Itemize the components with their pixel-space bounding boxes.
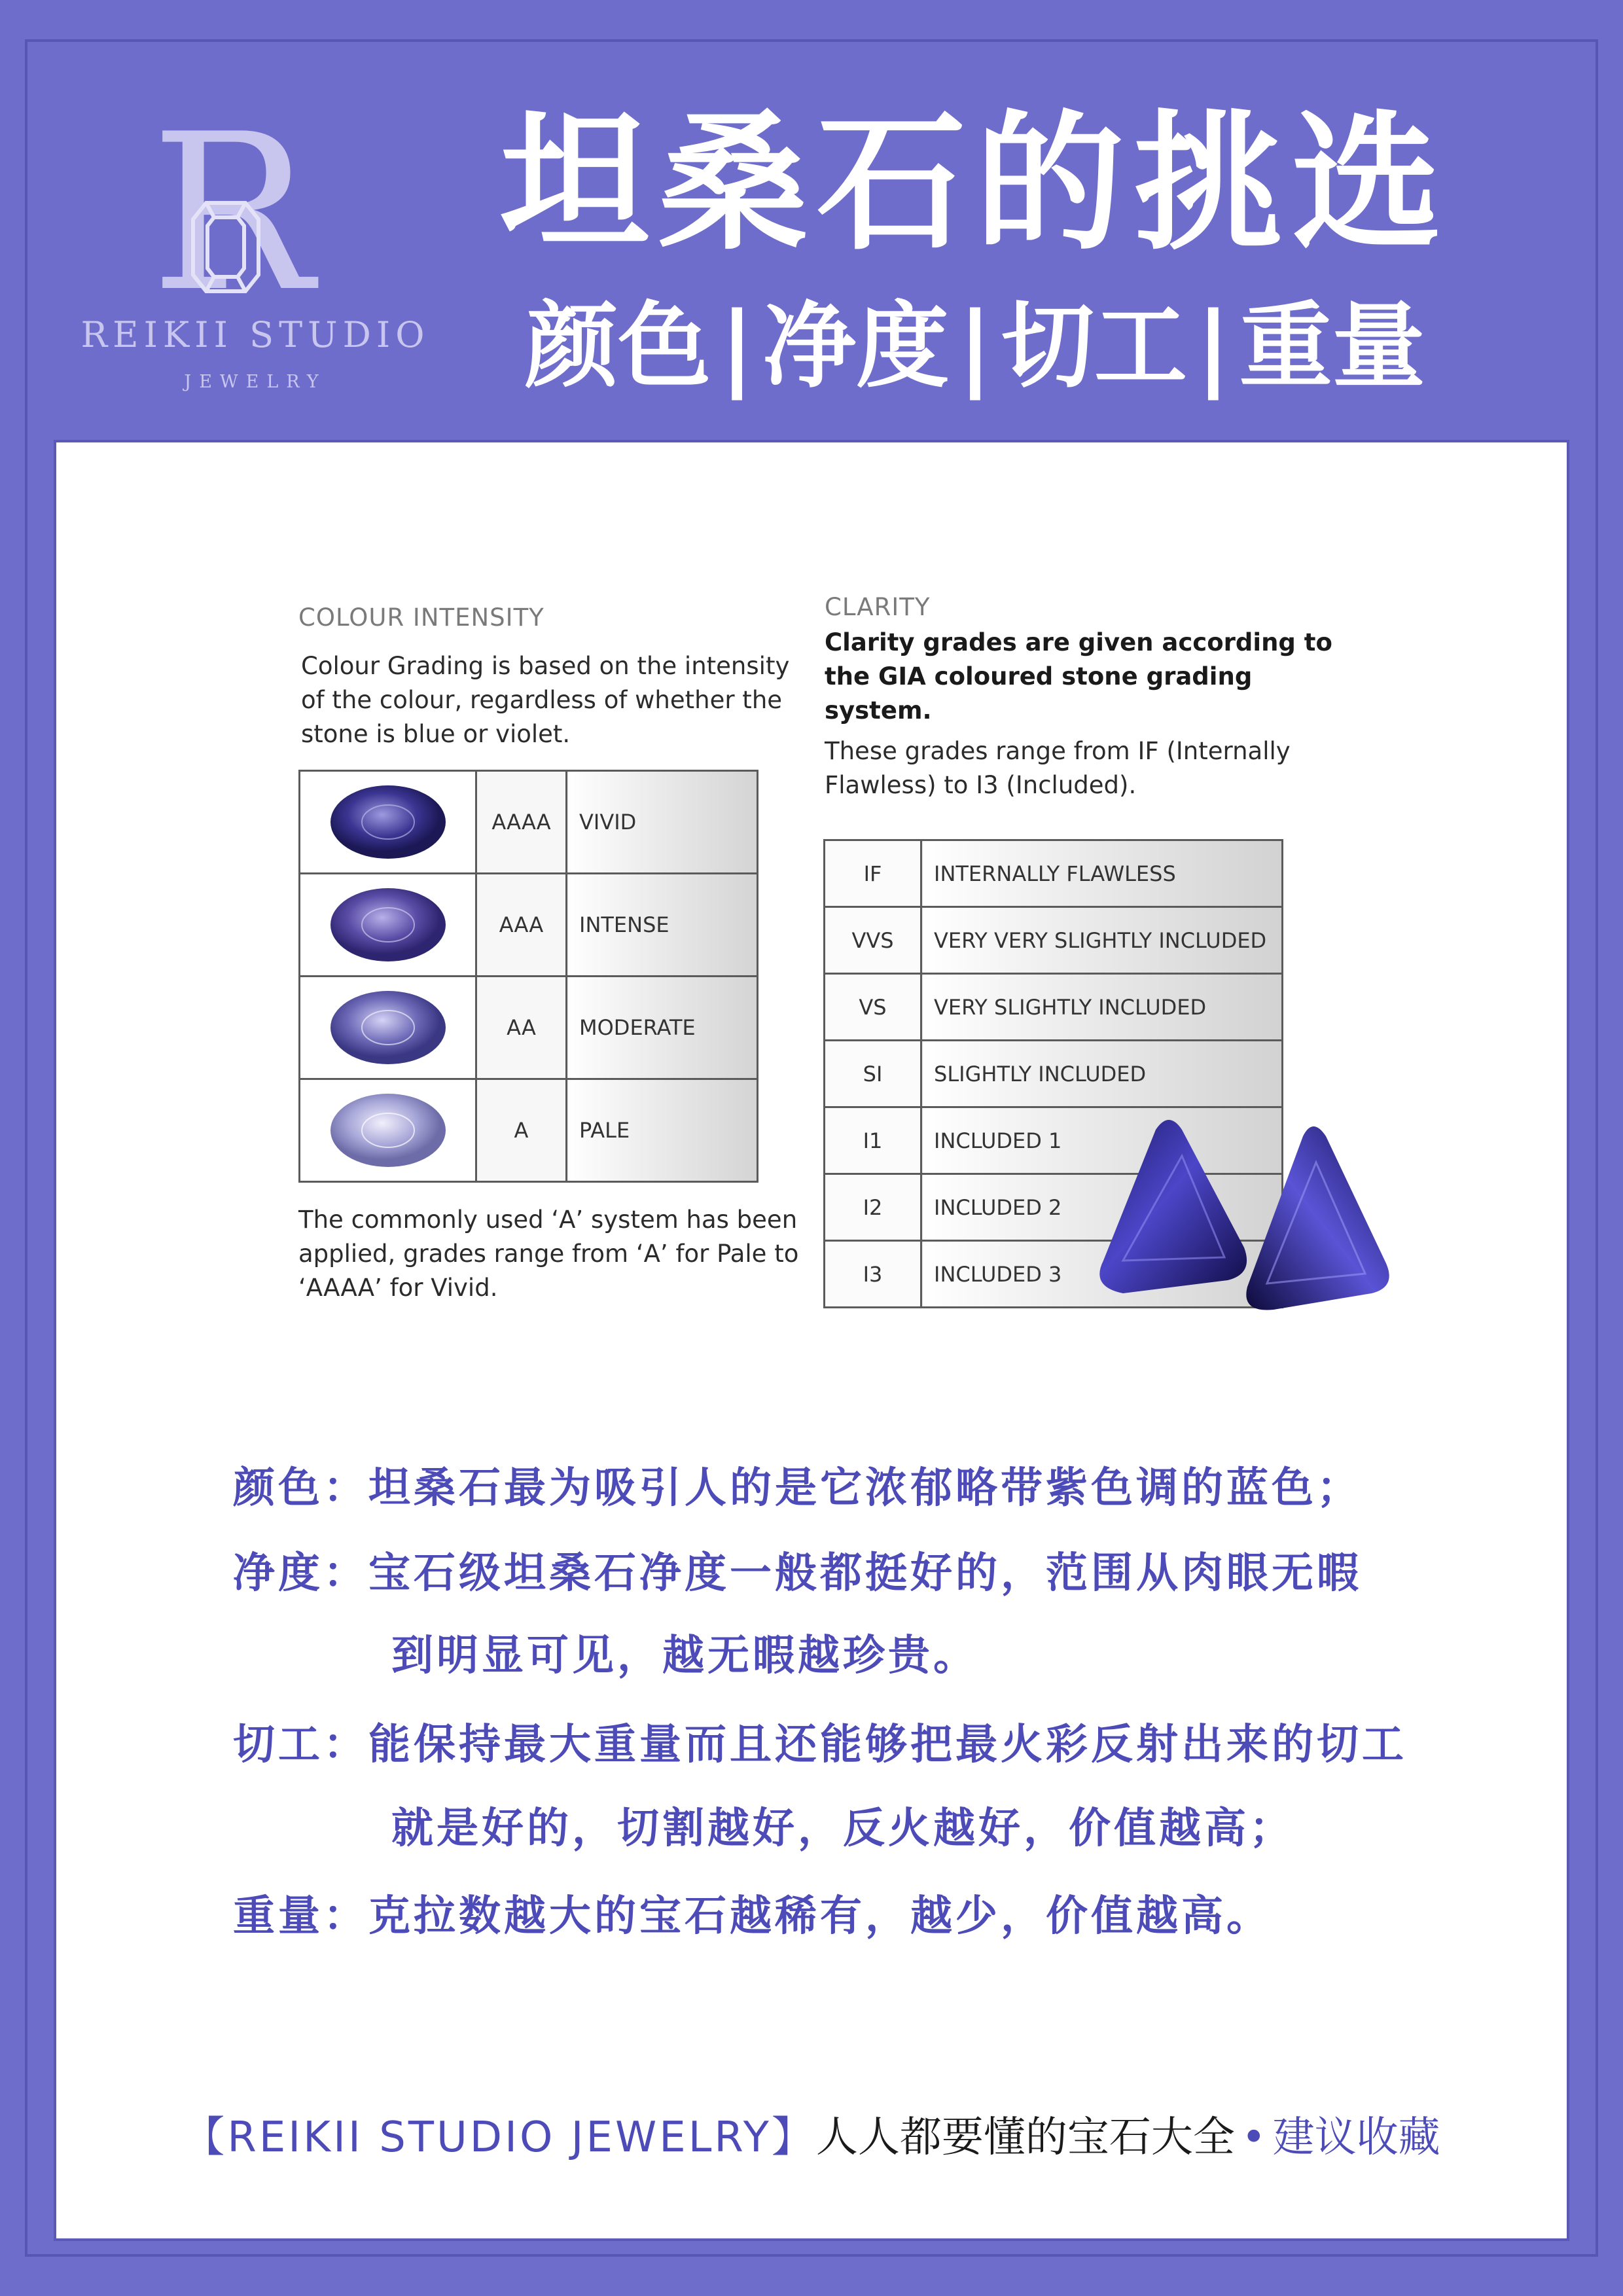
footer-brand: 【REIKII STUDIO JEWELRY】: [183, 2113, 816, 2162]
grade-name: VERY SLIGHTLY INCLUDED: [921, 974, 1283, 1041]
tanzanite-vivid-icon: [326, 783, 450, 861]
table-row: [300, 1079, 758, 1182]
page-subtitle: [452, 288, 1499, 406]
grade-code: A: [476, 1079, 567, 1182]
grade-code: I1: [825, 1107, 921, 1174]
clarity-bold-line: the GIA coloured stone grading: [825, 662, 1253, 691]
grade-name: VERY VERY SLIGHTLY INCLUDED: [921, 907, 1283, 974]
grade-code: VS: [825, 974, 921, 1041]
explain-clarity-cont: 到明显可见，越无暇越珍贵。: [391, 1632, 978, 1680]
colour-intro: [301, 649, 789, 751]
grade-name: MODERATE: [567, 977, 758, 1079]
subtitle-cut: 切工: [1001, 293, 1187, 401]
grade-name: INCLUDED 1: [921, 1107, 1283, 1174]
clarity-intro-line: These grades range from IF (Internally: [825, 737, 1291, 765]
grade-code: AA: [476, 977, 567, 1079]
colour-intro-line: of the colour, regardless of whether the: [301, 686, 783, 714]
table-row: [825, 974, 1283, 1041]
clarity-intro-line: Flawless) to I3 (Included).: [825, 771, 1137, 799]
grade-code: AAAA: [476, 771, 567, 874]
explain-colour: 颜色：坦桑石最为吸引人的是它浓郁略带紫色调的蓝色；: [233, 1464, 1362, 1513]
footer-text: 人人都要懂的宝石大全: [815, 2113, 1235, 2162]
grade-name: INTERNALLY FLAWLESS: [921, 840, 1283, 907]
clarity-bold-intro: [825, 626, 1332, 728]
grade-name: INTENSE: [567, 874, 758, 977]
footer-dot: •: [1241, 2113, 1266, 2162]
table-row: [825, 840, 1283, 907]
trillion-stone-left: [1099, 1120, 1247, 1293]
logo-letter: R: [151, 98, 313, 339]
footer-tail: 建议收藏: [1272, 2113, 1440, 2162]
trillion-tanzanite-image: [1077, 1097, 1418, 1319]
explain-cut-cont: 就是好的，切割越好，反火越好，价值越高；: [391, 1804, 1294, 1853]
colour-note-line: The commonly used ‘A’ system has been: [298, 1206, 798, 1234]
brand-logo: [131, 98, 432, 406]
colour-heading: COLOUR INTENSITY: [298, 603, 544, 632]
subtitle-separator: |: [958, 293, 992, 401]
grade-code: VVS: [825, 907, 921, 974]
clarity-bold-line: Clarity grades are given according to: [825, 628, 1332, 656]
grade-code: SI: [825, 1041, 921, 1107]
colour-note-line: applied, grades range from ‘A’ for Pale to: [298, 1240, 799, 1268]
tanzanite-intense-icon: [326, 886, 450, 964]
tanzanite-pale-icon: [326, 1091, 450, 1170]
stone-cell: [300, 1079, 476, 1182]
grade-name: PALE: [567, 1079, 758, 1182]
clarity-heading: CLARITY: [825, 593, 931, 621]
grade-name: INCLUDED 2: [921, 1174, 1283, 1241]
colour-note: [298, 1203, 798, 1305]
colour-grade-table: [298, 770, 758, 1183]
colour-intro-line: Colour Grading is based on the intensity: [301, 652, 790, 680]
table-row: [300, 977, 758, 1079]
clarity-bold-line: system.: [825, 696, 932, 725]
stone-cell: [300, 977, 476, 1079]
stone-cell: [300, 874, 476, 977]
footer: [0, 2114, 1623, 2161]
tanzanite-moderate-icon: [326, 988, 450, 1067]
grade-code: IF: [825, 840, 921, 907]
table-row: [825, 907, 1283, 974]
page-title: 坦桑石的挑选: [500, 96, 1450, 270]
table-row: [300, 874, 758, 977]
subtitle-separator: |: [720, 293, 755, 401]
grade-name: INCLUDED 3: [921, 1241, 1283, 1308]
stone-cell: [300, 771, 476, 874]
explain-cut: 切工：能保持最大重量而且还能够把最火彩反射出来的切工: [233, 1721, 1407, 1769]
subtitle-separator: |: [1196, 293, 1230, 401]
subtitle-colour: 颜色: [525, 293, 711, 401]
logo-subtitle: JEWELRY: [184, 372, 327, 392]
clarity-intro: [825, 734, 1291, 802]
colour-intro-line: stone is blue or violet.: [301, 720, 571, 748]
grade-name: VIVID: [567, 771, 758, 874]
content-panel: [54, 440, 1569, 2241]
subtitle-clarity: 净度: [763, 293, 950, 401]
grade-code: I2: [825, 1174, 921, 1241]
explain-weight: 重量：克拉数越大的宝石越稀有，越少，价值越高。: [233, 1892, 1272, 1941]
table-row: [300, 771, 758, 874]
logo-name: REIKII STUDIO: [80, 314, 430, 355]
subtitle-weight: 重量: [1239, 293, 1425, 401]
grade-code: I3: [825, 1241, 921, 1308]
grade-code: AAA: [476, 874, 567, 977]
grade-name: SLIGHTLY INCLUDED: [921, 1041, 1283, 1107]
explain-clarity: 净度：宝石级坦桑石净度一般都挺好的，范围从肉眼无暇: [233, 1549, 1362, 1598]
colour-note-line: ‘AAAA’ for Vivid.: [298, 1274, 498, 1302]
